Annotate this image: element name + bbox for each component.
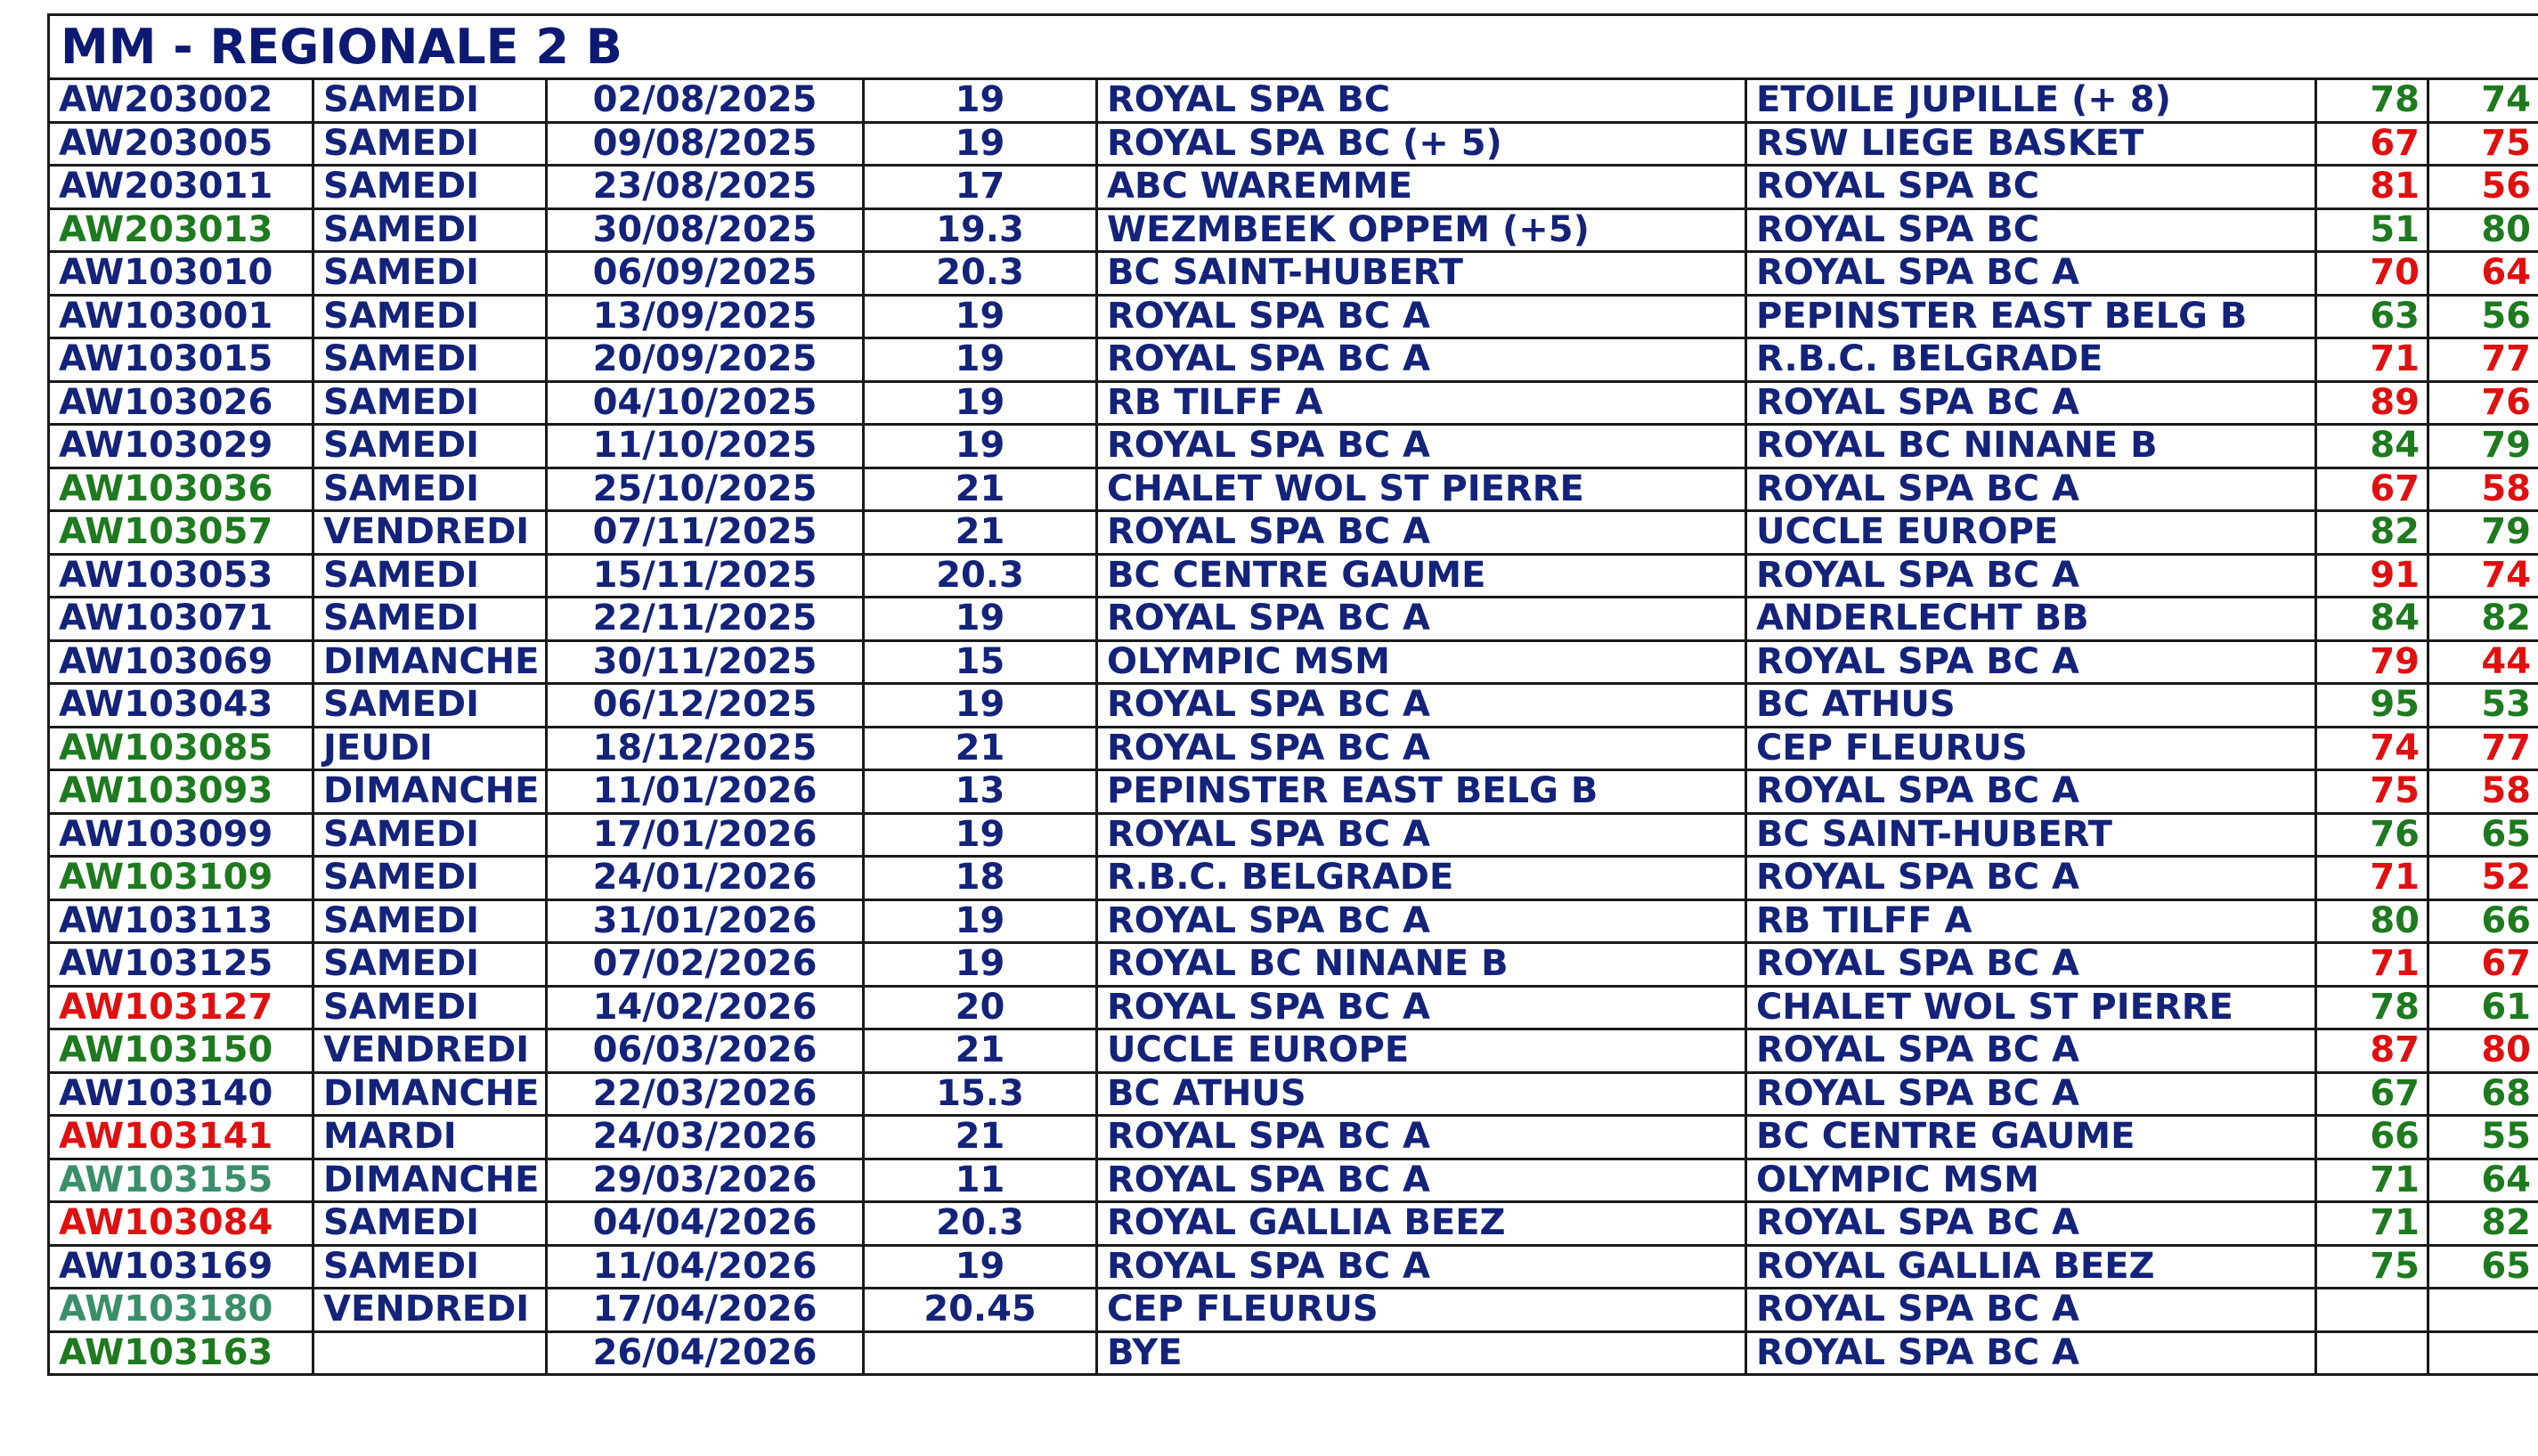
match-code-cell: AW203005 <box>49 122 313 166</box>
away-score-cell: 74 <box>2428 554 2538 598</box>
home-score-cell: 71 <box>2316 338 2428 382</box>
home-score-cell: 71 <box>2316 1159 2428 1202</box>
home-team-cell: ROYAL SPA BC A <box>1097 813 1746 857</box>
weekday-cell: VENDREDI <box>313 1029 547 1073</box>
date-cell: 18/12/2025 <box>547 727 864 770</box>
home-team-cell: ROYAL SPA BC <box>1097 79 1746 123</box>
away-team-cell: ROYAL SPA BC A <box>1746 857 2316 900</box>
match-row <box>49 640 2538 684</box>
time-cell: 20.3 <box>864 554 1097 598</box>
home-team-cell: ROYAL SPA BC A <box>1097 295 1746 338</box>
match-row <box>49 1245 2538 1289</box>
time-cell: 19 <box>864 899 1097 943</box>
home-team-cell: ROYAL SPA BC A <box>1097 425 1746 468</box>
away-score-cell: 65 <box>2428 813 2538 857</box>
weekday-cell: MARDI <box>313 1116 547 1159</box>
away-team-cell: R.B.C. BELGRADE <box>1746 338 2316 382</box>
away-score-cell: 79 <box>2428 511 2538 555</box>
time-cell: 20.45 <box>864 1289 1097 1332</box>
match-code-cell: AW103127 <box>49 986 313 1029</box>
weekday-cell: SAMEDI <box>313 425 547 468</box>
time-cell: 19.3 <box>864 208 1097 252</box>
time-cell: 17 <box>864 166 1097 209</box>
away-score-cell: 55 <box>2428 1116 2538 1159</box>
away-score-cell: 66 <box>2428 899 2538 943</box>
away-score-cell: 65 <box>2428 1245 2538 1289</box>
match-code-cell: AW203011 <box>49 166 313 209</box>
home-score-cell: 74 <box>2316 727 2428 770</box>
sheet-title: MM - REGIONALE 2 B <box>49 15 2538 79</box>
date-cell: 17/01/2026 <box>547 813 864 857</box>
match-code-cell: AW103010 <box>49 252 313 296</box>
away-team-cell: ROYAL SPA BC <box>1746 208 2316 252</box>
match-code-cell: AW103043 <box>49 684 313 728</box>
away-team-cell: ROYAL SPA BC A <box>1746 640 2316 684</box>
match-code-cell: AW103109 <box>49 857 313 900</box>
home-team-cell: ROYAL SPA BC (+ 5) <box>1097 122 1746 166</box>
weekday-cell: DIMANCHE <box>313 770 547 814</box>
away-team-cell: BC SAINT-HUBERT <box>1746 813 2316 857</box>
home-score-cell: 82 <box>2316 511 2428 555</box>
time-cell: 19 <box>864 122 1097 166</box>
time-cell: 19 <box>864 338 1097 382</box>
away-score-cell: 82 <box>2428 1202 2538 1246</box>
match-row <box>49 727 2538 770</box>
time-cell: 19 <box>864 295 1097 338</box>
time-cell: 19 <box>864 381 1097 425</box>
time-cell: 19 <box>864 598 1097 641</box>
weekday-cell: DIMANCHE <box>313 640 547 684</box>
weekday-cell: SAMEDI <box>313 857 547 900</box>
match-code-cell: AW103084 <box>49 1202 313 1246</box>
weekday-cell: SAMEDI <box>313 986 547 1029</box>
time-cell <box>864 1331 1097 1375</box>
away-team-cell: ROYAL SPA BC A <box>1746 770 2316 814</box>
date-cell: 20/09/2025 <box>547 338 864 382</box>
match-row <box>49 511 2538 555</box>
weekday-cell: SAMEDI <box>313 252 547 296</box>
match-code-cell: AW103053 <box>49 554 313 598</box>
away-team-cell: ROYAL SPA BC A <box>1746 252 2316 296</box>
weekday-cell: DIMANCHE <box>313 1159 547 1202</box>
match-code-cell: AW103071 <box>49 598 313 641</box>
date-cell: 23/08/2025 <box>547 166 864 209</box>
match-row <box>49 425 2538 468</box>
match-code-cell: AW103015 <box>49 338 313 382</box>
match-code-cell: AW103001 <box>49 295 313 338</box>
home-team-cell: BC CENTRE GAUME <box>1097 554 1746 598</box>
match-code-cell: AW103085 <box>49 727 313 770</box>
home-team-cell: BC SAINT-HUBERT <box>1097 252 1746 296</box>
away-score-cell: 53 <box>2428 684 2538 728</box>
time-cell: 21 <box>864 727 1097 770</box>
away-team-cell: RSW LIEGE BASKET <box>1746 122 2316 166</box>
date-cell: 29/03/2026 <box>547 1159 864 1202</box>
match-code-cell: AW103036 <box>49 468 313 511</box>
home-score-cell: 79 <box>2316 640 2428 684</box>
home-score-cell: 67 <box>2316 468 2428 511</box>
weekday-cell: SAMEDI <box>313 554 547 598</box>
time-cell: 20 <box>864 986 1097 1029</box>
away-team-cell: BC ATHUS <box>1746 684 2316 728</box>
match-code-cell: AW103069 <box>49 640 313 684</box>
time-cell: 15.3 <box>864 1072 1097 1116</box>
match-row <box>49 122 2538 166</box>
weekday-cell: SAMEDI <box>313 598 547 641</box>
away-team-cell: UCCLE EUROPE <box>1746 511 2316 555</box>
weekday-cell: SAMEDI <box>313 943 547 987</box>
home-score-cell: 67 <box>2316 122 2428 166</box>
home-team-cell: ROYAL SPA BC A <box>1097 684 1746 728</box>
away-team-cell: ETOILE JUPILLE (+ 8) <box>1746 79 2316 123</box>
home-score-cell: 84 <box>2316 598 2428 641</box>
home-score-cell <box>2316 1289 2428 1332</box>
away-score-cell: 67 <box>2428 943 2538 987</box>
home-team-cell: R.B.C. BELGRADE <box>1097 857 1746 900</box>
match-row <box>49 857 2538 900</box>
home-score-cell: 51 <box>2316 208 2428 252</box>
away-score-cell: 58 <box>2428 468 2538 511</box>
away-score-cell: 74 <box>2428 79 2538 123</box>
match-code-cell: AW103026 <box>49 381 313 425</box>
title-row <box>49 15 2538 79</box>
home-team-cell: ROYAL SPA BC A <box>1097 1116 1746 1159</box>
away-team-cell: ANDERLECHT BB <box>1746 598 2316 641</box>
date-cell: 11/04/2026 <box>547 1245 864 1289</box>
time-cell: 18 <box>864 857 1097 900</box>
match-code-cell: AW103140 <box>49 1072 313 1116</box>
time-cell: 19 <box>864 813 1097 857</box>
away-team-cell: ROYAL SPA BC A <box>1746 943 2316 987</box>
away-score-cell: 68 <box>2428 1072 2538 1116</box>
match-row <box>49 1289 2538 1332</box>
home-team-cell: ROYAL GALLIA BEEZ <box>1097 1202 1746 1246</box>
home-team-cell: ABC WAREMME <box>1097 166 1746 209</box>
away-team-cell: ROYAL SPA BC A <box>1746 1202 2316 1246</box>
away-score-cell <box>2428 1331 2538 1375</box>
away-team-cell: ROYAL SPA BC A <box>1746 1072 2316 1116</box>
weekday-cell: VENDREDI <box>313 511 547 555</box>
match-row <box>49 252 2538 296</box>
date-cell: 17/04/2026 <box>547 1289 864 1332</box>
match-row <box>49 770 2538 814</box>
home-score-cell: 95 <box>2316 684 2428 728</box>
away-score-cell: 82 <box>2428 598 2538 641</box>
home-score-cell: 81 <box>2316 166 2428 209</box>
home-team-cell: RB TILFF A <box>1097 381 1746 425</box>
match-code-cell: AW103141 <box>49 1116 313 1159</box>
date-cell: 06/09/2025 <box>547 252 864 296</box>
date-cell: 22/03/2026 <box>547 1072 864 1116</box>
match-code-cell: AW103169 <box>49 1245 313 1289</box>
time-cell: 21 <box>864 1029 1097 1073</box>
home-team-cell: BC ATHUS <box>1097 1072 1746 1116</box>
weekday-cell: SAMEDI <box>313 1202 547 1246</box>
time-cell: 20.3 <box>864 1202 1097 1246</box>
date-cell: 22/11/2025 <box>547 598 864 641</box>
match-row <box>49 684 2538 728</box>
match-row <box>49 899 2538 943</box>
home-score-cell: 66 <box>2316 1116 2428 1159</box>
weekday-cell: SAMEDI <box>313 813 547 857</box>
match-row <box>49 79 2538 123</box>
date-cell: 26/04/2026 <box>547 1331 864 1375</box>
match-row <box>49 468 2538 511</box>
time-cell: 19 <box>864 1245 1097 1289</box>
home-score-cell: 91 <box>2316 554 2428 598</box>
date-cell: 09/08/2025 <box>547 122 864 166</box>
weekday-cell: SAMEDI <box>313 122 547 166</box>
home-team-cell: ROYAL SPA BC A <box>1097 598 1746 641</box>
home-team-cell: ROYAL SPA BC A <box>1097 899 1746 943</box>
time-cell: 19 <box>864 79 1097 123</box>
match-row <box>49 1116 2538 1159</box>
home-score-cell: 71 <box>2316 943 2428 987</box>
weekday-cell: SAMEDI <box>313 899 547 943</box>
home-score-cell <box>2316 1331 2428 1375</box>
home-score-cell: 89 <box>2316 381 2428 425</box>
match-code-cell: AW103180 <box>49 1289 313 1332</box>
away-score-cell: 64 <box>2428 1159 2538 1202</box>
away-score-cell: 76 <box>2428 381 2538 425</box>
away-score-cell: 44 <box>2428 640 2538 684</box>
home-team-cell: ROYAL SPA BC A <box>1097 511 1746 555</box>
home-team-cell: WEZMBEEK OPPEM (+5) <box>1097 208 1746 252</box>
home-score-cell: 75 <box>2316 770 2428 814</box>
date-cell: 15/11/2025 <box>547 554 864 598</box>
match-code-cell: AW103125 <box>49 943 313 987</box>
weekday-cell: SAMEDI <box>313 166 547 209</box>
away-score-cell: 75 <box>2428 122 2538 166</box>
match-code-cell: AW203013 <box>49 208 313 252</box>
home-team-cell: ROYAL SPA BC A <box>1097 1159 1746 1202</box>
match-code-cell: AW103150 <box>49 1029 313 1073</box>
away-score-cell: 56 <box>2428 295 2538 338</box>
home-score-cell: 78 <box>2316 986 2428 1029</box>
away-score-cell: 58 <box>2428 770 2538 814</box>
home-team-cell: ROYAL SPA BC A <box>1097 986 1746 1029</box>
away-score-cell: 52 <box>2428 857 2538 900</box>
weekday-cell: SAMEDI <box>313 1245 547 1289</box>
time-cell: 19 <box>864 425 1097 468</box>
away-team-cell: ROYAL SPA BC A <box>1746 554 2316 598</box>
date-cell: 31/01/2026 <box>547 899 864 943</box>
time-cell: 20.3 <box>864 252 1097 296</box>
away-team-cell: ROYAL SPA BC A <box>1746 381 2316 425</box>
time-cell: 21 <box>864 511 1097 555</box>
match-code-cell: AW203002 <box>49 79 313 123</box>
home-team-cell: BYE <box>1097 1331 1746 1375</box>
match-row <box>49 554 2538 598</box>
home-team-cell: ROYAL SPA BC A <box>1097 727 1746 770</box>
match-row <box>49 381 2538 425</box>
home-team-cell: OLYMPIC MSM <box>1097 640 1746 684</box>
date-cell: 14/02/2026 <box>547 986 864 1029</box>
away-score-cell: 77 <box>2428 338 2538 382</box>
match-row <box>49 1072 2538 1116</box>
time-cell: 19 <box>864 943 1097 987</box>
home-score-cell: 87 <box>2316 1029 2428 1073</box>
match-row <box>49 208 2538 252</box>
home-score-cell: 76 <box>2316 813 2428 857</box>
away-team-cell: PEPINSTER EAST BELG B <box>1746 295 2316 338</box>
match-row <box>49 295 2538 338</box>
away-score-cell: 77 <box>2428 727 2538 770</box>
away-score-cell: 80 <box>2428 208 2538 252</box>
date-cell: 06/03/2026 <box>547 1029 864 1073</box>
away-score-cell: 61 <box>2428 986 2538 1029</box>
away-team-cell: ROYAL SPA BC A <box>1746 1289 2316 1332</box>
date-cell: 24/03/2026 <box>547 1116 864 1159</box>
date-cell: 04/10/2025 <box>547 381 864 425</box>
home-team-cell: PEPINSTER EAST BELG B <box>1097 770 1746 814</box>
match-row <box>49 943 2538 987</box>
home-score-cell: 71 <box>2316 1202 2428 1246</box>
match-code-cell: AW103163 <box>49 1331 313 1375</box>
match-code-cell: AW103093 <box>49 770 313 814</box>
date-cell: 11/10/2025 <box>547 425 864 468</box>
away-team-cell: ROYAL SPA BC <box>1746 166 2316 209</box>
weekday-cell: SAMEDI <box>313 468 547 511</box>
away-team-cell: ROYAL SPA BC A <box>1746 1331 2316 1375</box>
match-row <box>49 598 2538 641</box>
match-row <box>49 986 2538 1029</box>
away-team-cell: RB TILFF A <box>1746 899 2316 943</box>
home-score-cell: 71 <box>2316 857 2428 900</box>
match-row <box>49 813 2538 857</box>
match-code-cell: AW103099 <box>49 813 313 857</box>
home-score-cell: 75 <box>2316 1245 2428 1289</box>
date-cell: 11/01/2026 <box>547 770 864 814</box>
weekday-cell: SAMEDI <box>313 295 547 338</box>
away-team-cell: ROYAL SPA BC A <box>1746 1029 2316 1073</box>
time-cell: 15 <box>864 640 1097 684</box>
away-team-cell: OLYMPIC MSM <box>1746 1159 2316 1202</box>
date-cell: 04/04/2026 <box>547 1202 864 1246</box>
match-code-cell: AW103113 <box>49 899 313 943</box>
date-cell: 13/09/2025 <box>547 295 864 338</box>
weekday-cell <box>313 1331 547 1375</box>
away-team-cell: CEP FLEURUS <box>1746 727 2316 770</box>
home-team-cell: CEP FLEURUS <box>1097 1289 1746 1332</box>
date-cell: 02/08/2025 <box>547 79 864 123</box>
time-cell: 21 <box>864 1116 1097 1159</box>
away-score-cell <box>2428 1289 2538 1332</box>
away-team-cell: ROYAL SPA BC A <box>1746 468 2316 511</box>
away-score-cell: 80 <box>2428 1029 2538 1073</box>
time-cell: 19 <box>864 684 1097 728</box>
away-score-cell: 79 <box>2428 425 2538 468</box>
weekday-cell: SAMEDI <box>313 338 547 382</box>
match-row <box>49 166 2538 209</box>
match-row <box>49 1159 2538 1202</box>
time-cell: 13 <box>864 770 1097 814</box>
match-code-cell: AW103029 <box>49 425 313 468</box>
date-cell: 24/01/2026 <box>547 857 864 900</box>
date-cell: 30/08/2025 <box>547 208 864 252</box>
home-score-cell: 67 <box>2316 1072 2428 1116</box>
time-cell: 11 <box>864 1159 1097 1202</box>
home-score-cell: 80 <box>2316 899 2428 943</box>
date-cell: 07/02/2026 <box>547 943 864 987</box>
weekday-cell: SAMEDI <box>313 381 547 425</box>
match-row <box>49 338 2538 382</box>
home-team-cell: ROYAL BC NINANE B <box>1097 943 1746 987</box>
weekday-cell: SAMEDI <box>313 208 547 252</box>
match-row <box>49 1202 2538 1246</box>
weekday-cell: SAMEDI <box>313 79 547 123</box>
away-score-cell: 56 <box>2428 166 2538 209</box>
schedule-table <box>47 13 2538 1376</box>
match-code-cell: AW103155 <box>49 1159 313 1202</box>
away-team-cell: ROYAL BC NINANE B <box>1746 425 2316 468</box>
away-score-cell: 64 <box>2428 252 2538 296</box>
weekday-cell: JEUDI <box>313 727 547 770</box>
away-team-cell: CHALET WOL ST PIERRE <box>1746 986 2316 1029</box>
weekday-cell: VENDREDI <box>313 1289 547 1332</box>
time-cell: 21 <box>864 468 1097 511</box>
weekday-cell: DIMANCHE <box>313 1072 547 1116</box>
away-team-cell: BC CENTRE GAUME <box>1746 1116 2316 1159</box>
home-score-cell: 84 <box>2316 425 2428 468</box>
match-row <box>49 1029 2538 1073</box>
date-cell: 25/10/2025 <box>547 468 864 511</box>
date-cell: 30/11/2025 <box>547 640 864 684</box>
away-team-cell: ROYAL GALLIA BEEZ <box>1746 1245 2316 1289</box>
match-code-cell: AW103057 <box>49 511 313 555</box>
weekday-cell: SAMEDI <box>313 684 547 728</box>
home-team-cell: ROYAL SPA BC A <box>1097 1245 1746 1289</box>
match-row <box>49 1331 2538 1375</box>
home-score-cell: 63 <box>2316 295 2428 338</box>
home-score-cell: 78 <box>2316 79 2428 123</box>
home-team-cell: CHALET WOL ST PIERRE <box>1097 468 1746 511</box>
date-cell: 07/11/2025 <box>547 511 864 555</box>
home-team-cell: UCCLE EUROPE <box>1097 1029 1746 1073</box>
home-team-cell: ROYAL SPA BC A <box>1097 338 1746 382</box>
home-score-cell: 70 <box>2316 252 2428 296</box>
date-cell: 06/12/2025 <box>547 684 864 728</box>
